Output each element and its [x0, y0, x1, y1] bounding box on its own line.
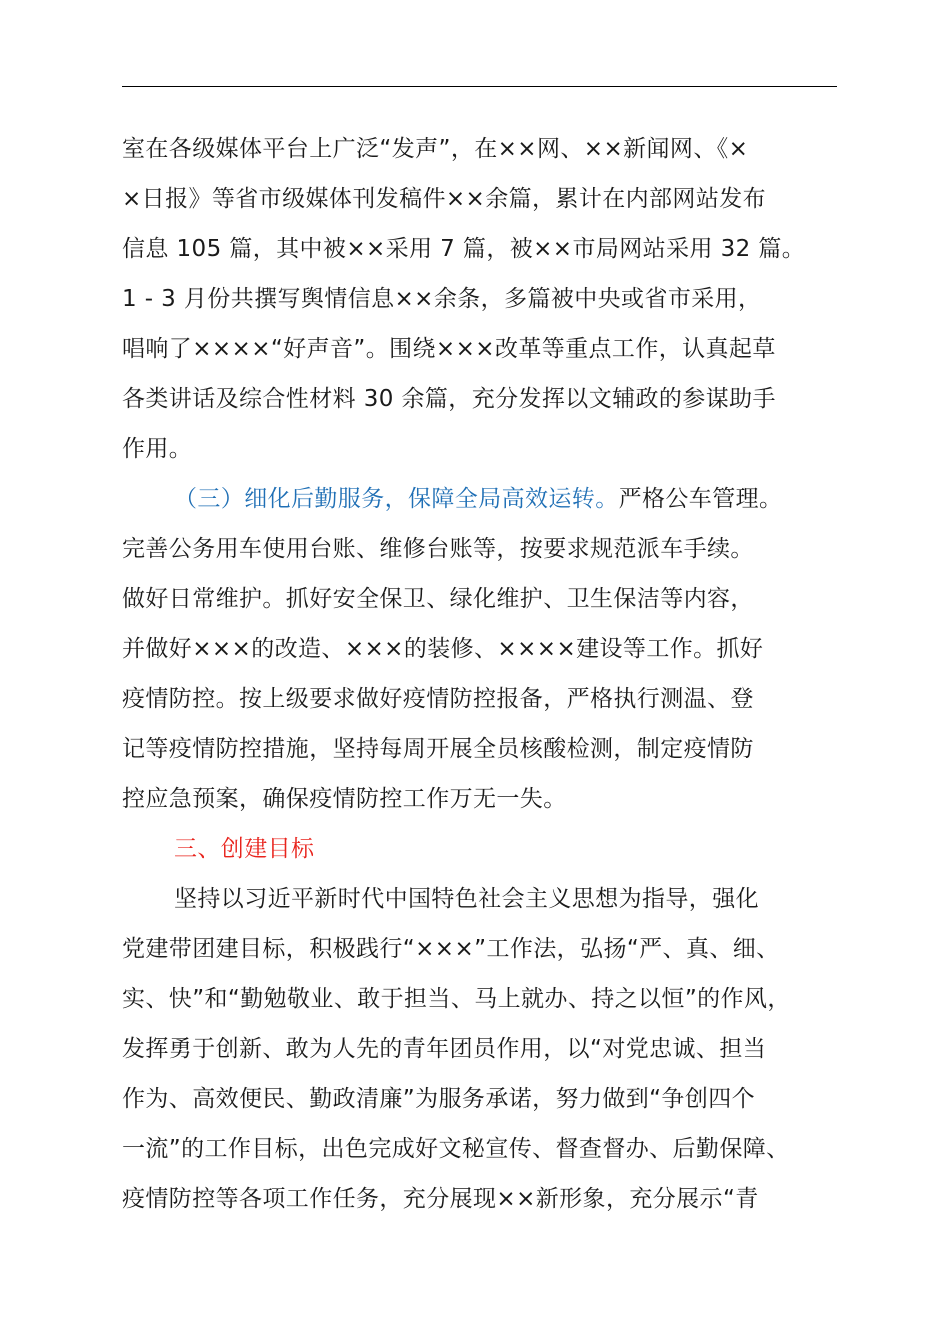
text-line: 实、快”和“勤勉敬业、敢于担当、马上就办、持之以恒”的作风， [122, 986, 791, 1012]
text-line: 记等疫情防控措施，坚持每周开展全员核酸检测，制定疫情防 [122, 736, 754, 762]
text-line: 发挥勇于创新、敢为人先的青年团员作用，以“对党忠诚、担当 [122, 1036, 767, 1062]
text-line: 1 - 3 月份共撰写舆情信息××余条，多篇被中央或省市采用， [122, 286, 762, 312]
section-3-paragraph-start [122, 474, 862, 524]
text-line: 室在各级媒体平台上广泛“发声”，在××网、××新闻网、《× [122, 136, 749, 162]
text-line: 信息 105 篇，其中被××采用 7 篇，被××市局网站采用 32 篇。 [122, 236, 806, 262]
text-line: 做好日常维护。抓好安全保卫、绿化维护、卫生保洁等内容， [122, 586, 754, 612]
text-line: 控应急预案，确保疫情防控工作万无一失。 [122, 786, 567, 812]
text-line: 各类讲话及综合性材料 30 余篇，充分发挥以文辅政的参谋助手 [122, 386, 776, 412]
text-line: 疫情防控等各项工作任务，充分展现××新形象，充分展示“青 [122, 1186, 759, 1212]
text-line: 一流”的工作目标，出色完成好文秘宣传、督查督办、后勤保障、 [122, 1136, 790, 1162]
section-3-subheading: （三）细化后勤服务，保障全局高效运转。 [174, 486, 619, 512]
text-line: 完善公务用车使用台账、维修台账等，按要求规范派车手续。 [122, 536, 754, 562]
document-body [122, 124, 862, 1224]
text-line: 党建带团建目标，积极践行“×××”工作法，弘扬“严、真、细、 [122, 936, 780, 962]
text-line: 疫情防控。按上级要求做好疫情防控报备，严格执行测温、登 [122, 686, 754, 712]
header-rule [122, 86, 837, 87]
text-run: 严格公车管理。 [618, 486, 783, 512]
text-line: 作为、高效便民、勤政清廉”为服务承诺，努力做到“争创四个 [122, 1086, 756, 1112]
text-line: ×日报》等省市级媒体刊发稿件××余篇，累计在内部网站发布 [122, 186, 767, 212]
goals-paragraph-start: 坚持以习近平新时代中国特色社会主义思想为指导，强化 [174, 886, 759, 912]
section-heading-goals: 三、创建目标 [174, 836, 315, 862]
text-line: 作用。 [122, 436, 193, 462]
text-line: 并做好×××的改造、×××的装修、××××建设等工作。抓好 [122, 636, 764, 662]
text-line: 唱响了××××“好声音”。围绕×××改革等重点工作，认真起草 [122, 336, 776, 362]
